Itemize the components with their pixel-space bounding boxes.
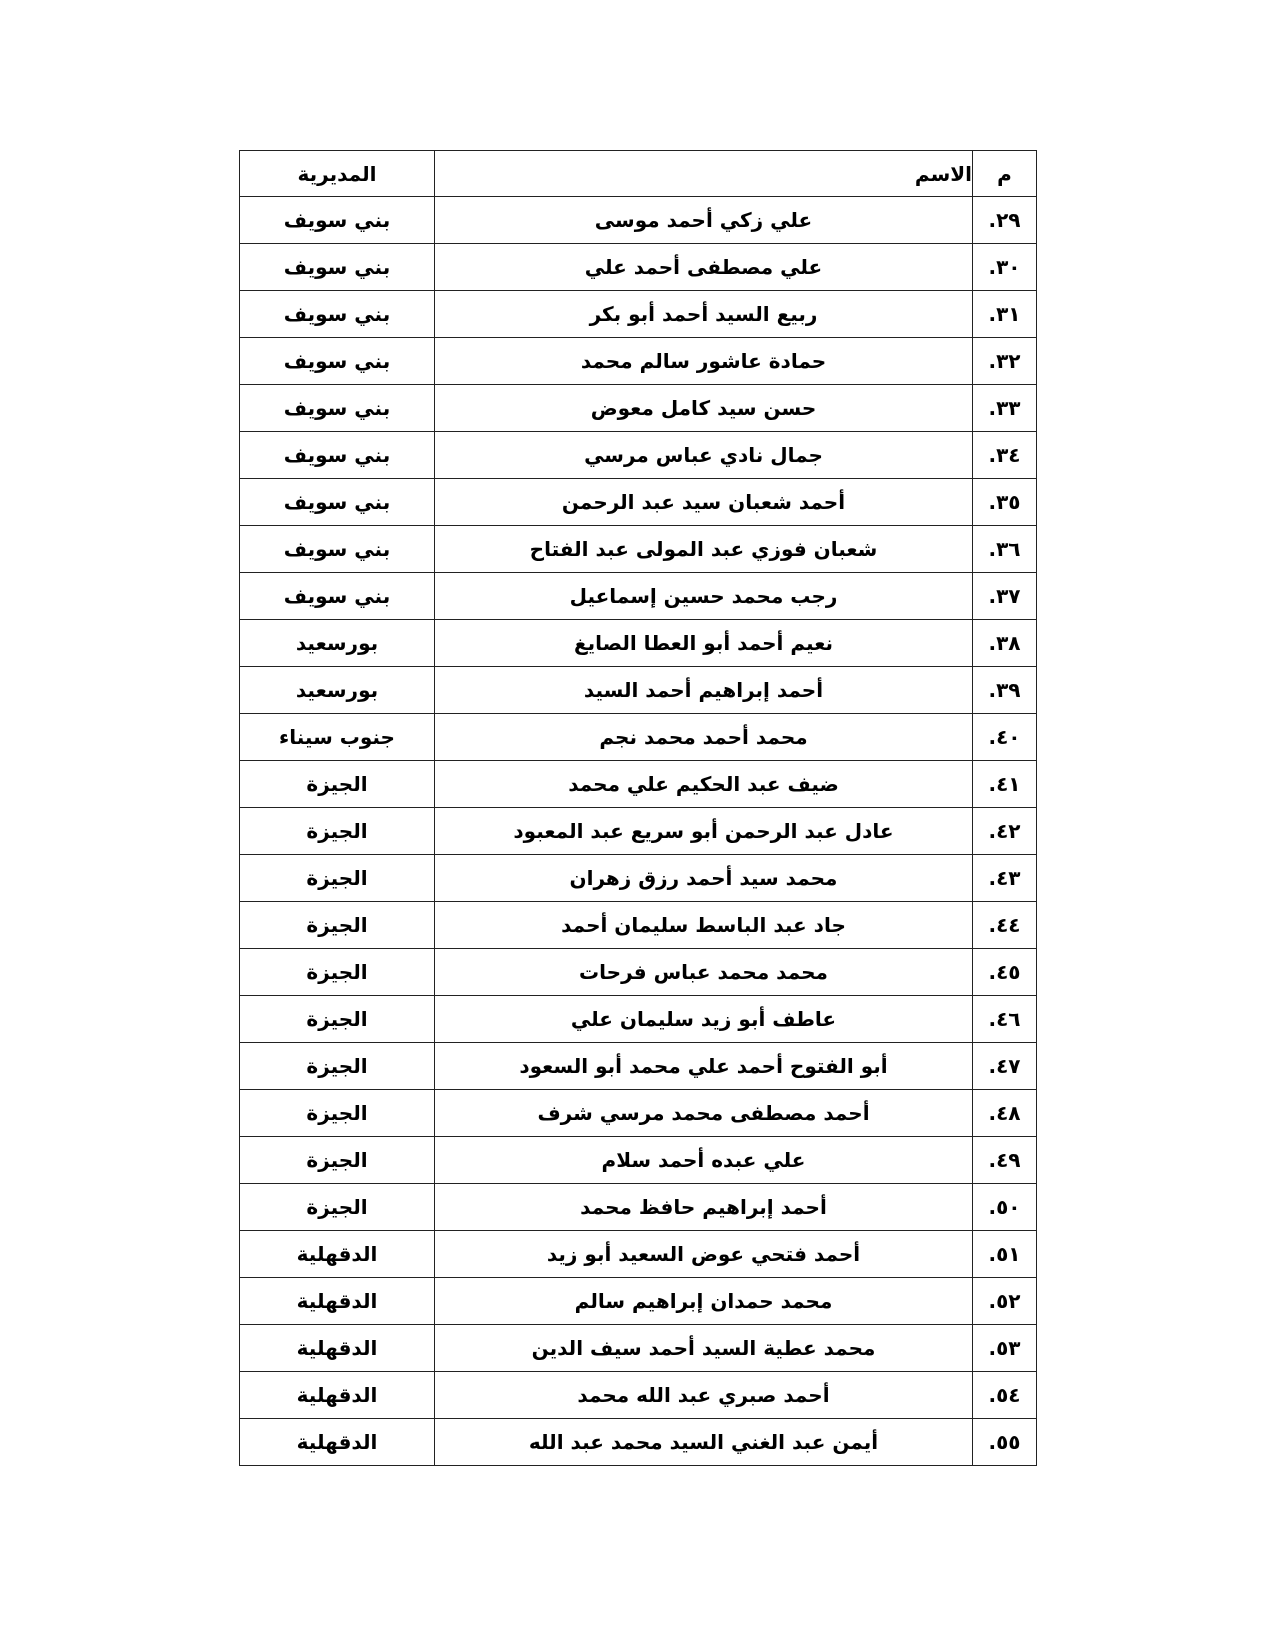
row-directorate: الدقهلية <box>240 1325 435 1372</box>
table-row <box>240 1325 1037 1372</box>
header-name: الاسم <box>435 151 973 197</box>
row-name: شعبان فوزي عبد المولى عبد الفتاح <box>435 526 973 573</box>
row-number: ٣١. <box>973 291 1037 338</box>
row-name: علي زكي أحمد موسى <box>435 197 973 244</box>
row-number: ٢٩. <box>973 197 1037 244</box>
row-number: ٣٣. <box>973 385 1037 432</box>
row-number: ٥٥. <box>973 1419 1037 1466</box>
row-number: ٣٦. <box>973 526 1037 573</box>
table-row <box>240 667 1037 714</box>
table-row <box>240 1137 1037 1184</box>
row-number: ٣٢. <box>973 338 1037 385</box>
row-name: أحمد مصطفى محمد مرسي شرف <box>435 1090 973 1137</box>
row-name: محمد حمدان إبراهيم سالم <box>435 1278 973 1325</box>
table-row <box>240 291 1037 338</box>
row-directorate: بني سويف <box>240 385 435 432</box>
names-table <box>239 150 1037 1466</box>
row-name: أحمد صبري عبد الله محمد <box>435 1372 973 1419</box>
row-directorate: بني سويف <box>240 526 435 573</box>
row-number: ٤٨. <box>973 1090 1037 1137</box>
table-row <box>240 855 1037 902</box>
row-directorate: الجيزة <box>240 1043 435 1090</box>
header-directorate: المديرية <box>240 151 435 197</box>
row-number: ٤٧. <box>973 1043 1037 1090</box>
table-row <box>240 808 1037 855</box>
row-name: عادل عبد الرحمن أبو سريع عبد المعبود <box>435 808 973 855</box>
header-number: م <box>973 151 1037 197</box>
table-row <box>240 996 1037 1043</box>
table-row <box>240 1278 1037 1325</box>
row-number: ٣٥. <box>973 479 1037 526</box>
table-body <box>240 197 1037 1466</box>
row-directorate: الدقهلية <box>240 1278 435 1325</box>
row-directorate: بني سويف <box>240 573 435 620</box>
row-name: أحمد شعبان سيد عبد الرحمن <box>435 479 973 526</box>
table-row <box>240 949 1037 996</box>
row-name: أيمن عبد الغني السيد محمد عبد الله <box>435 1419 973 1466</box>
table-row <box>240 902 1037 949</box>
row-number: ٥٢. <box>973 1278 1037 1325</box>
row-directorate: الجيزة <box>240 949 435 996</box>
table-row <box>240 479 1037 526</box>
row-number: ٥٣. <box>973 1325 1037 1372</box>
table-row <box>240 573 1037 620</box>
row-name: ربيع السيد أحمد أبو بكر <box>435 291 973 338</box>
row-directorate: بني سويف <box>240 291 435 338</box>
row-name: أحمد إبراهيم حافظ محمد <box>435 1184 973 1231</box>
row-directorate: جنوب سيناء <box>240 714 435 761</box>
row-number: ٤٢. <box>973 808 1037 855</box>
row-name: علي عبده أحمد سلام <box>435 1137 973 1184</box>
row-directorate: الجيزة <box>240 761 435 808</box>
table-row <box>240 432 1037 479</box>
row-directorate: بني سويف <box>240 338 435 385</box>
row-number: ٥٠. <box>973 1184 1037 1231</box>
table-row <box>240 244 1037 291</box>
row-number: ٤٥. <box>973 949 1037 996</box>
row-name: أحمد فتحي عوض السعيد أبو زيد <box>435 1231 973 1278</box>
row-number: ٥١. <box>973 1231 1037 1278</box>
table-row <box>240 338 1037 385</box>
row-directorate: بني سويف <box>240 479 435 526</box>
row-name: جمال نادي عباس مرسي <box>435 432 973 479</box>
row-directorate: الدقهلية <box>240 1419 435 1466</box>
row-directorate: الجيزة <box>240 1184 435 1231</box>
table-row <box>240 1231 1037 1278</box>
row-name: أبو الفتوح أحمد علي محمد أبو السعود <box>435 1043 973 1090</box>
row-directorate: الجيزة <box>240 902 435 949</box>
row-name: حسن سيد كامل معوض <box>435 385 973 432</box>
row-name: حمادة عاشور سالم محمد <box>435 338 973 385</box>
row-name: ضيف عبد الحكيم علي محمد <box>435 761 973 808</box>
row-number: ٤٦. <box>973 996 1037 1043</box>
row-name: علي مصطفى أحمد علي <box>435 244 973 291</box>
row-number: ٣٧. <box>973 573 1037 620</box>
row-directorate: بورسعيد <box>240 667 435 714</box>
row-directorate: الجيزة <box>240 1090 435 1137</box>
row-directorate: الدقهلية <box>240 1231 435 1278</box>
row-number: ٤٣. <box>973 855 1037 902</box>
table-row <box>240 1090 1037 1137</box>
row-directorate: بورسعيد <box>240 620 435 667</box>
table-row <box>240 620 1037 667</box>
row-name: محمد سيد أحمد رزق زهران <box>435 855 973 902</box>
table-row <box>240 1372 1037 1419</box>
row-name: عاطف أبو زيد سليمان علي <box>435 996 973 1043</box>
row-directorate: بني سويف <box>240 197 435 244</box>
row-number: ٤١. <box>973 761 1037 808</box>
row-number: ٥٤. <box>973 1372 1037 1419</box>
table-row <box>240 1419 1037 1466</box>
row-name: رجب محمد حسين إسماعيل <box>435 573 973 620</box>
table-row <box>240 385 1037 432</box>
row-directorate: الدقهلية <box>240 1372 435 1419</box>
row-directorate: الجيزة <box>240 1137 435 1184</box>
table-row <box>240 1184 1037 1231</box>
row-name: محمد عطية السيد أحمد سيف الدين <box>435 1325 973 1372</box>
row-directorate: بني سويف <box>240 244 435 291</box>
row-directorate: الجيزة <box>240 808 435 855</box>
row-number: ٤٩. <box>973 1137 1037 1184</box>
table-row <box>240 714 1037 761</box>
table-row <box>240 761 1037 808</box>
row-directorate: بني سويف <box>240 432 435 479</box>
table-row <box>240 1043 1037 1090</box>
row-name: أحمد إبراهيم أحمد السيد <box>435 667 973 714</box>
row-name: محمد أحمد محمد نجم <box>435 714 973 761</box>
row-name: نعيم أحمد أبو العطا الصايغ <box>435 620 973 667</box>
table-header-row <box>240 151 1037 197</box>
row-name: جاد عبد الباسط سليمان أحمد <box>435 902 973 949</box>
row-number: ٣٠. <box>973 244 1037 291</box>
row-name: محمد محمد عباس فرحات <box>435 949 973 996</box>
table-row <box>240 197 1037 244</box>
row-number: ٣٨. <box>973 620 1037 667</box>
row-number: ٤٠. <box>973 714 1037 761</box>
row-number: ٣٩. <box>973 667 1037 714</box>
row-number: ٤٤. <box>973 902 1037 949</box>
row-directorate: الجيزة <box>240 855 435 902</box>
table-row <box>240 526 1037 573</box>
row-directorate: الجيزة <box>240 996 435 1043</box>
row-number: ٣٤. <box>973 432 1037 479</box>
